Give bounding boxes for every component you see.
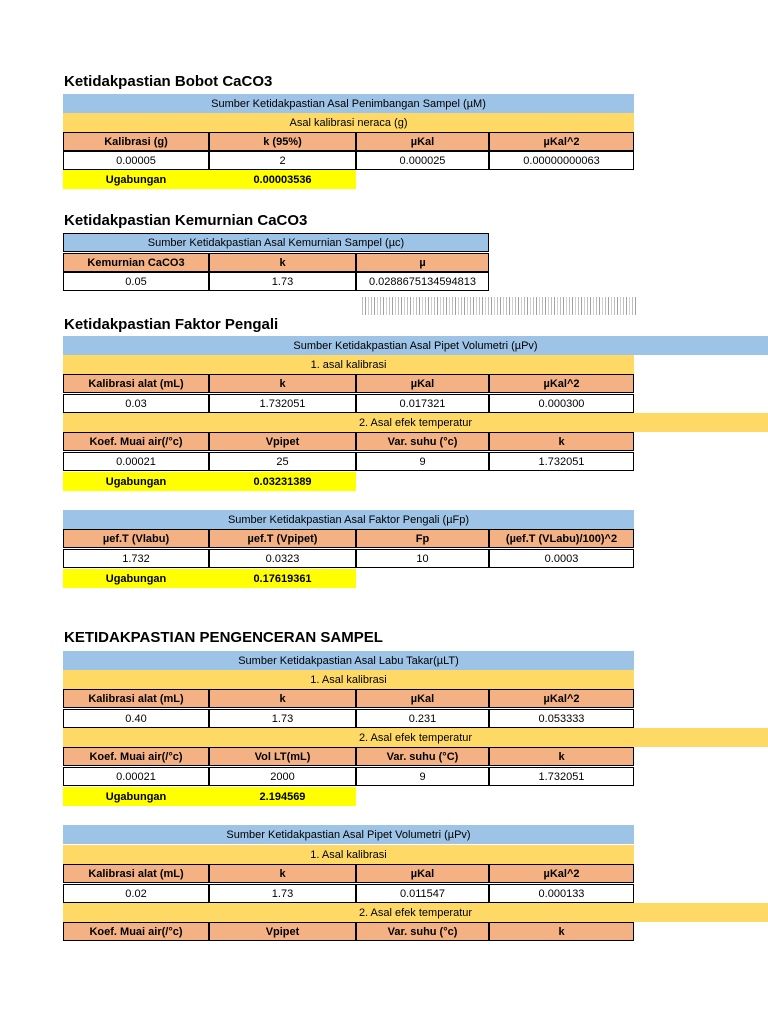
header-cell: Var. suhu (°C) bbox=[356, 747, 489, 766]
header-cell: k (95%) bbox=[209, 132, 356, 151]
value-cell: 2000 bbox=[209, 767, 356, 786]
value-cell: 0.0323 bbox=[209, 549, 356, 568]
header-cell: µef.T (Vpipet) bbox=[209, 529, 356, 548]
header-cell: (µef.T (VLabu)/100)^2 bbox=[489, 529, 634, 548]
header-cell: Kalibrasi (g) bbox=[63, 132, 209, 151]
header-row bbox=[63, 253, 489, 272]
value-cell: 1.73 bbox=[209, 709, 356, 728]
value-cell: 0.00000000063 bbox=[489, 151, 634, 170]
ugabungan-row bbox=[63, 787, 356, 806]
header-cell: µKal bbox=[356, 689, 489, 708]
header-row bbox=[63, 132, 634, 151]
header-cell: Var. suhu (°c) bbox=[356, 922, 489, 941]
ugabungan-value: 2.194569 bbox=[209, 787, 356, 806]
value-row bbox=[63, 272, 489, 291]
header-cell: k bbox=[489, 747, 634, 766]
ugabungan-value: 0.03231389 bbox=[209, 472, 356, 491]
value-cell: 0.000025 bbox=[356, 151, 489, 170]
value-cell: 0.40 bbox=[63, 709, 209, 728]
value-cell: 0.03 bbox=[63, 394, 209, 413]
header-cell: k bbox=[209, 864, 356, 883]
section-title-pengenceran: KETIDAKPASTIAN PENGENCERAN SAMPEL bbox=[64, 629, 383, 646]
value-cell: 1.73 bbox=[209, 884, 356, 903]
value-cell: 0.0288675134594813 bbox=[356, 272, 489, 291]
value-cell: 0.017321 bbox=[356, 394, 489, 413]
section-title-kemurnian: Ketidakpastian Kemurnian CaCO3 bbox=[64, 212, 308, 229]
header-cell: µKal^2 bbox=[489, 689, 634, 708]
sub-header: 1. asal kalibrasi bbox=[63, 355, 634, 374]
value-cell: 9 bbox=[356, 452, 489, 471]
value-cell: 1.732 bbox=[63, 549, 209, 568]
sub-header: 1. Asal kalibrasi bbox=[63, 845, 634, 864]
value-cell: 0.00005 bbox=[63, 151, 209, 170]
sub-header: 2. Asal efek temperatur bbox=[63, 728, 768, 747]
header-cell: Vol LT(mL) bbox=[209, 747, 356, 766]
value-cell: 9 bbox=[356, 767, 489, 786]
header-cell: Kalibrasi alat (mL) bbox=[63, 689, 209, 708]
value-cell: 10 bbox=[356, 549, 489, 568]
value-cell: 0.053333 bbox=[489, 709, 634, 728]
section-title-faktor-pengali: Ketidakpastian Faktor Pengali bbox=[64, 316, 279, 333]
source-header: Sumber Ketidakpastian Asal Pipet Volumetri (µPv) bbox=[63, 825, 634, 844]
ugabungan-label: Ugabungan bbox=[63, 472, 209, 491]
header-row bbox=[63, 689, 634, 708]
scan-artifact bbox=[362, 297, 636, 315]
ugabungan-row bbox=[63, 569, 356, 588]
header-cell: µKal bbox=[356, 374, 489, 393]
value-cell: 2 bbox=[209, 151, 356, 170]
header-row bbox=[63, 922, 634, 941]
header-cell: k bbox=[209, 374, 356, 393]
ugabungan-row bbox=[63, 472, 356, 491]
header-row bbox=[63, 374, 634, 393]
ugabungan-value: 0.17619361 bbox=[209, 569, 356, 588]
ugabungan-row bbox=[63, 170, 356, 189]
header-cell: µKal^2 bbox=[489, 374, 634, 393]
header-cell: Kemurnian CaCO3 bbox=[63, 253, 209, 272]
ugabungan-value: 0.00003536 bbox=[209, 170, 356, 189]
value-cell: 1.73 bbox=[209, 272, 356, 291]
value-cell: 0.02 bbox=[63, 884, 209, 903]
header-cell: Fp bbox=[356, 529, 489, 548]
header-cell: k bbox=[209, 689, 356, 708]
source-header: Sumber Ketidakpastian Asal Kemurnian Sampel (µc) bbox=[63, 233, 489, 252]
sub-header: Asal kalibrasi neraca (g) bbox=[63, 113, 634, 132]
header-cell: k bbox=[209, 253, 356, 272]
value-row bbox=[63, 549, 634, 568]
value-row bbox=[63, 767, 634, 786]
ugabungan-label: Ugabungan bbox=[63, 569, 209, 588]
header-row bbox=[63, 747, 634, 766]
header-row bbox=[63, 529, 634, 548]
value-cell: 0.231 bbox=[356, 709, 489, 728]
section-title-bobot: Ketidakpastian Bobot CaCO3 bbox=[64, 73, 273, 90]
header-cell: µ bbox=[356, 253, 489, 272]
value-cell: 0.00021 bbox=[63, 452, 209, 471]
value-cell: 0.0003 bbox=[489, 549, 634, 568]
value-row bbox=[63, 452, 634, 471]
header-cell: Koef. Muai air(/°c) bbox=[63, 922, 209, 941]
sub-header: 2. Asal efek temperatur bbox=[63, 413, 768, 432]
header-cell: µKal^2 bbox=[489, 132, 634, 151]
header-cell: Koef. Muai air(/°c) bbox=[63, 747, 209, 766]
ugabungan-label: Ugabungan bbox=[63, 787, 209, 806]
value-cell: 25 bbox=[209, 452, 356, 471]
value-cell: 0.05 bbox=[63, 272, 209, 291]
value-row bbox=[63, 884, 634, 903]
source-header: Sumber Ketidakpastian Asal Pipet Volumetri (µPv) bbox=[63, 336, 768, 355]
value-cell: 0.011547 bbox=[356, 884, 489, 903]
value-cell: 1.732051 bbox=[209, 394, 356, 413]
header-cell: µKal bbox=[356, 864, 489, 883]
value-row bbox=[63, 394, 634, 413]
value-cell: 0.000300 bbox=[489, 394, 634, 413]
value-row bbox=[63, 151, 634, 170]
header-cell: Kalibrasi alat (mL) bbox=[63, 374, 209, 393]
header-cell: k bbox=[489, 432, 634, 451]
ugabungan-label: Ugabungan bbox=[63, 170, 209, 189]
value-cell: 1.732051 bbox=[489, 767, 634, 786]
value-row bbox=[63, 709, 634, 728]
header-cell: µef.T (Vlabu) bbox=[63, 529, 209, 548]
header-cell: Vpipet bbox=[209, 432, 356, 451]
source-header: Sumber Ketidakpastian Asal Faktor Pengali (µFp) bbox=[63, 510, 634, 529]
header-row bbox=[63, 864, 634, 883]
source-header: Sumber Ketidakpastian Asal Penimbangan Sampel (µM) bbox=[63, 94, 634, 113]
header-cell: µKal^2 bbox=[489, 864, 634, 883]
header-row bbox=[63, 432, 634, 451]
header-cell: Var. suhu (°c) bbox=[356, 432, 489, 451]
value-cell: 0.00021 bbox=[63, 767, 209, 786]
header-cell: Koef. Muai air(/°c) bbox=[63, 432, 209, 451]
header-cell: k bbox=[489, 922, 634, 941]
header-cell: µKal bbox=[356, 132, 489, 151]
sub-header: 2. Asal efek temperatur bbox=[63, 903, 768, 922]
header-cell: Kalibrasi alat (mL) bbox=[63, 864, 209, 883]
value-cell: 1.732051 bbox=[489, 452, 634, 471]
sub-header: 1. Asal kalibrasi bbox=[63, 670, 634, 689]
source-header: Sumber Ketidakpastian Asal Labu Takar(µLT) bbox=[63, 651, 634, 670]
value-cell: 0.000133 bbox=[489, 884, 634, 903]
header-cell: Vpipet bbox=[209, 922, 356, 941]
